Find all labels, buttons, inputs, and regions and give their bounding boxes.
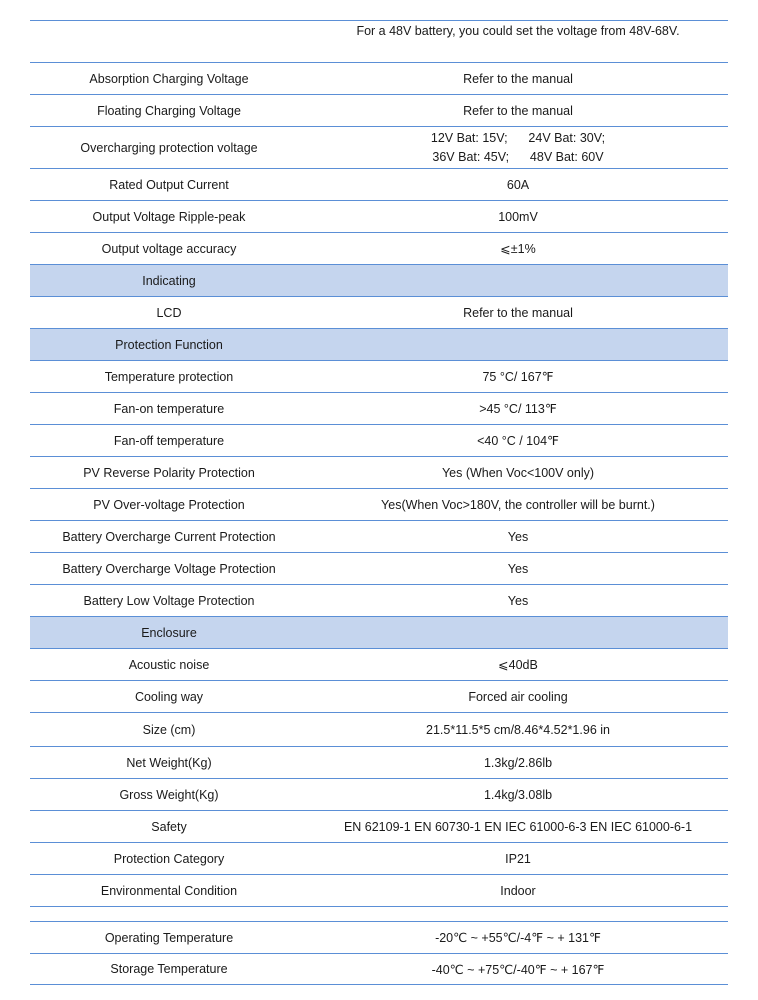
spec-value: -40℃ ~ +75℃/-40℉ ~ + 167℉ [431, 962, 605, 977]
spec-value: Refer to the manual [463, 305, 573, 320]
spec-value: 21.5*11.5*5 cm/8.46*4.52*1.96 in [426, 722, 610, 737]
spec-label: Battery Overcharge Voltage Protection [62, 561, 276, 576]
spec-label: Storage Temperature [110, 962, 228, 976]
spec-row [30, 520, 728, 552]
spec-row [30, 921, 728, 953]
spec-value [308, 129, 728, 167]
spec-label: PV Reverse Polarity Protection [83, 465, 255, 480]
spec-value: Forced air cooling [468, 689, 568, 704]
spec-row [30, 906, 728, 921]
spec-label: Operating Temperature [104, 930, 234, 945]
spec-label: Protection Category [113, 851, 225, 866]
section-header-row [30, 264, 728, 296]
spec-label: Overcharging protection voltage [80, 140, 258, 155]
spec-label: Output Voltage Ripple-peak [92, 209, 246, 224]
spec-label: Temperature protection [104, 369, 234, 384]
spec-label: LCD [156, 305, 182, 320]
spec-label: Battery Low Voltage Protection [83, 593, 255, 608]
spec-label: Absorption Charging Voltage [89, 71, 249, 86]
spec-value: Yes(When Voc>180V, the controller will be burnt.) [381, 497, 655, 512]
spec-value: 1.4kg/3.08lb [483, 787, 553, 802]
section-title: Enclosure [141, 625, 197, 640]
spec-row [30, 874, 728, 906]
spec-label: Safety [151, 819, 187, 834]
spec-value-line: 36V Bat: 45V; 48V Bat: 60V [432, 149, 604, 164]
spec-row [30, 648, 728, 680]
spec-value: <40 °C / 104℉ [477, 434, 559, 448]
spec-row [30, 456, 728, 488]
spec-label: Net Weight(Kg) [126, 755, 212, 770]
spec-row [30, 296, 728, 328]
spec-row [30, 200, 728, 232]
spec-row [30, 953, 728, 985]
spec-row [30, 810, 728, 842]
spec-label: PV Over-voltage Protection [93, 497, 245, 512]
spec-value: Refer to the manual [463, 103, 573, 118]
spec-value: For a 48V battery, you could set the voltage from 48V-68V. [356, 24, 680, 38]
spec-label: Size (cm) [142, 722, 196, 737]
spec-value: Refer to the manual [463, 71, 573, 86]
spec-label: Environmental Condition [100, 883, 238, 898]
spec-row [30, 680, 728, 712]
spec-label: Rated Output Current [109, 177, 229, 192]
spec-row [30, 584, 728, 616]
spec-value: >45 °C/ 113℉ [479, 402, 557, 416]
section-header-row [30, 328, 728, 360]
spec-row [30, 746, 728, 778]
section-title: Protection Function [115, 337, 223, 352]
spec-row [30, 20, 728, 62]
spec-label: Cooling way [134, 689, 204, 704]
spec-table [30, 20, 728, 985]
spec-row [30, 552, 728, 584]
spec-value: 100mV [498, 209, 538, 224]
spec-value: Yes (When Voc<100V only) [441, 465, 595, 480]
spec-label: Acoustic noise [128, 657, 210, 672]
section-title: Indicating [142, 273, 196, 288]
spec-row [30, 360, 728, 392]
spec-row [30, 488, 728, 520]
spec-value: Yes [507, 529, 529, 544]
spec-row [30, 168, 728, 200]
spec-value: ⩽±1% [500, 242, 536, 256]
spec-value: Yes [507, 593, 529, 608]
spec-row [30, 712, 728, 746]
spec-label: Fan-on temperature [113, 401, 225, 416]
spec-label: Battery Overcharge Current Protection [62, 529, 276, 544]
spec-value: 1.3kg/2.86lb [483, 755, 553, 770]
spec-row [30, 424, 728, 456]
spec-row [30, 392, 728, 424]
spec-value: Yes [507, 561, 529, 576]
spec-value: 60A [506, 177, 530, 192]
spec-value: EN 62109-1 EN 60730-1 EN IEC 61000-6-3 EN IEC 61000-6-1 [343, 819, 693, 834]
spec-row [30, 232, 728, 264]
spec-value: ⩽40dB [498, 658, 538, 672]
spec-value: IP21 [505, 851, 531, 866]
spec-label: Gross Weight(Kg) [119, 787, 219, 802]
spec-value: 75 °C/ 167℉ [482, 370, 554, 384]
spec-value: -20℃ ~ +55℃/-4℉ ~ + 131℉ [435, 931, 601, 945]
spec-row [30, 62, 728, 94]
spec-label: Output voltage accuracy [101, 241, 237, 256]
spec-row [30, 778, 728, 810]
spec-label: Fan-off temperature [113, 433, 225, 448]
section-header-row [30, 616, 728, 648]
spec-value-line: 12V Bat: 15V; 24V Bat: 30V; [430, 130, 606, 145]
spec-row [30, 842, 728, 874]
spec-row [30, 94, 728, 126]
spec-label: Floating Charging Voltage [97, 103, 241, 118]
spec-value: Indoor [500, 883, 536, 898]
spec-row [30, 126, 728, 168]
